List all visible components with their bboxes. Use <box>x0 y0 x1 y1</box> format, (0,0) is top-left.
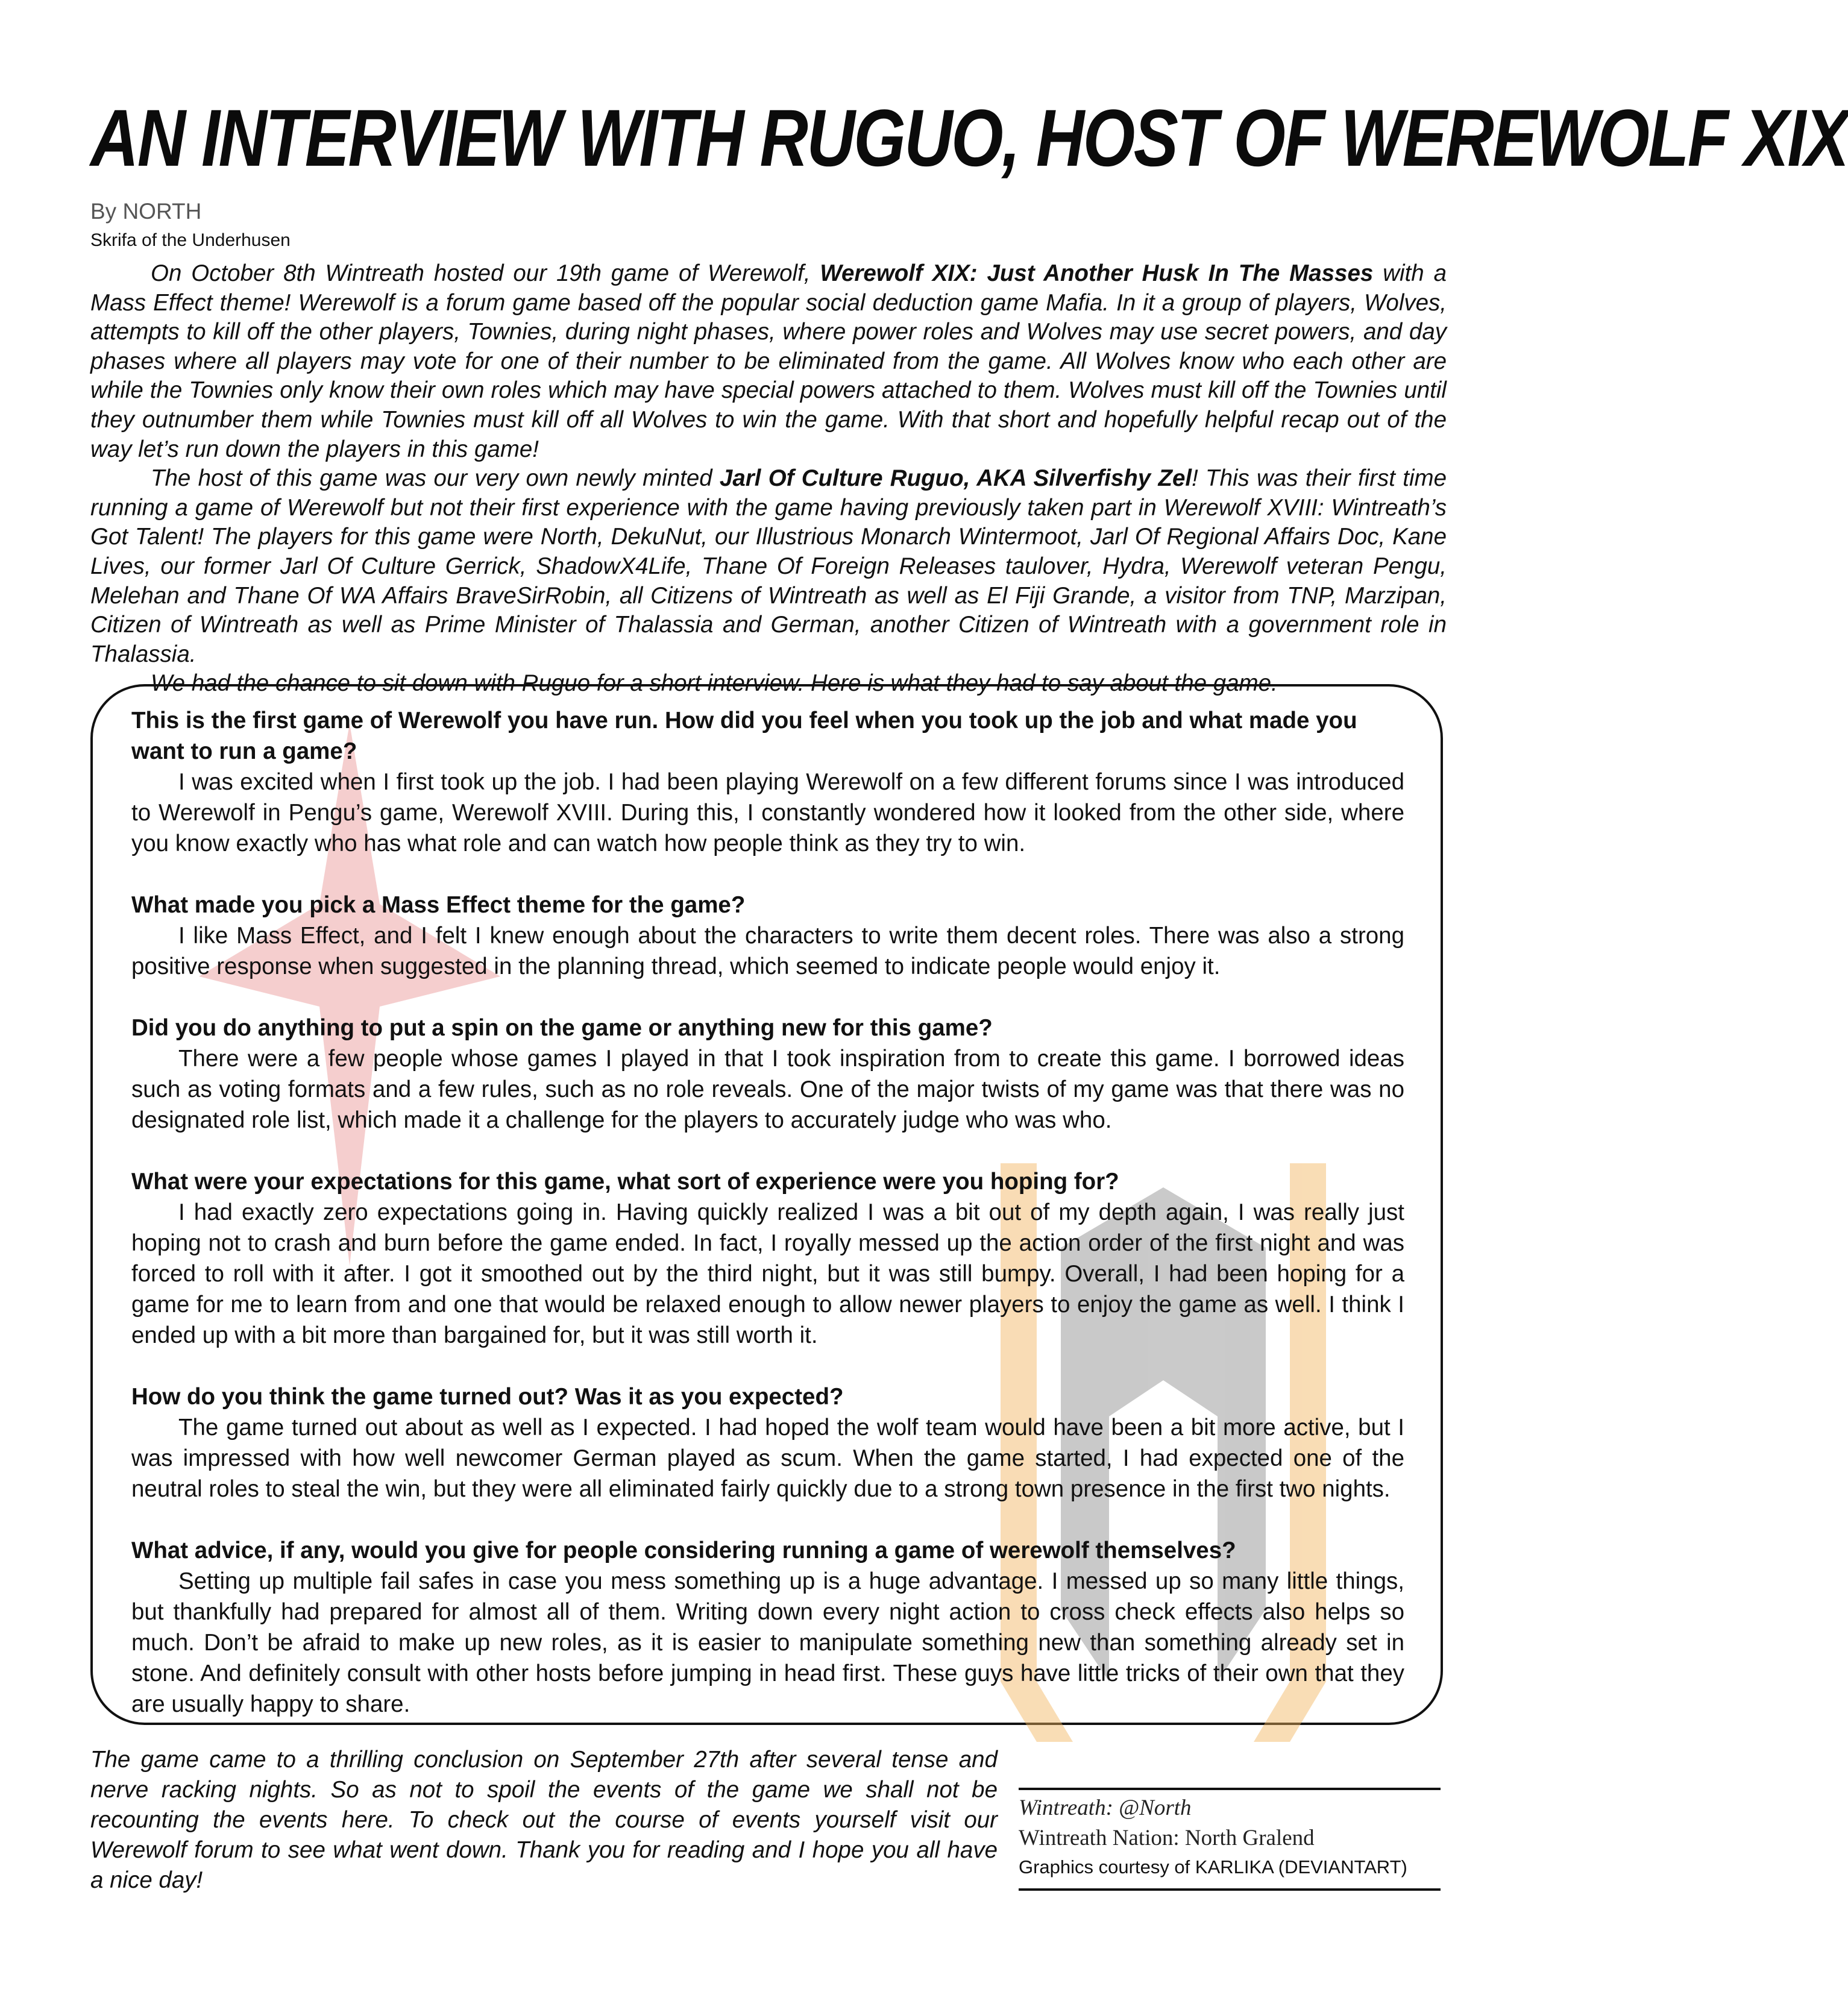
interview-question: This is the first game of Werewolf you have run. How did you feel when you took up the job and what made you want to run a game? <box>131 708 1357 764</box>
interview-answer: I had exactly zero expectations going in. Having quickly realized I was a bit out of my depth again, I was really just hoping not to crash and burn before the game ended. In fact, I royally messed up the action order of the first night and was forced to roll with it after. I got it smoothed out by the third night, but it was still bumpy. Overall, I had been hoping for a game for me to learn from and one that would be relaxed enough to allow newer players to enjoy the game as well. I think I ended up with a bit more than bargained for, but it was still worth it. <box>131 1199 1404 1348</box>
interview-question: Did you do anything to put a spin on the game or anything new for this game? <box>131 1015 993 1041</box>
intro-section <box>90 259 1447 699</box>
byline: By NORTH <box>90 199 202 224</box>
qa-item <box>131 1166 1404 1351</box>
interview-question: What were your expectations for this game, what sort of experience were you hoping for? <box>131 1169 1119 1195</box>
qa-item <box>131 890 1404 982</box>
interview-question: What made you pick a Mass Effect theme for the game? <box>131 892 746 918</box>
interview-answer: The game turned out about as well as I expected. I had hoped the wolf team would have been a bit more active, but I was impressed with how well newcomer German played as scum. When the game started, I had expected one of the neutral roles to steal the win, but they were all eliminated fairly quickly due to a strong town presence in the first two nights. <box>131 1415 1404 1502</box>
interview-answer: I like Mass Effect, and I felt I knew enough about the characters to write them decent roles. There was also a strong positive response when suggested in the planning thread, which seemed to indicate people would enjoy it. <box>131 923 1404 979</box>
interview-question: What advice, if any, would you give for people considering running a game of werewolf themselves? <box>131 1538 1236 1563</box>
intro-paragraph-2: The host of this game was our very own newly minted Jarl Of Culture Ruguo, AKA Silverfishy Zel! This was their first time running a game of Werewolf but not their first experience with the game having previously taken part in Werewolf XVIII: Wintreath’s Got Talent! The players for this game were North, DekuNut, our Illustrious Monarch Wintermoot, Jarl Of Regional Affairs Doc, Kane Lives, our former Jarl Of Culture Gerrick, ShadowX4Life, Thane Of Foreign Releases taulover, Hydra, Werewolf veteran Pengu, Melehan and Thane Of WA Affairs BraveSirRobin, all Citizens of Wintreath as well as El Fiji Grande, a visitor from TNP, Marzipan, Citizen of Wintreath as well as Prime Minister of Thalassia and German, another Citizen of Wintreath with a government role in Thalassia. <box>90 465 1447 667</box>
page-title: AN INTERVIEW WITH RUGUO, HOST OF WEREWOLF XIX <box>90 93 1848 183</box>
qa-item <box>131 1535 1404 1720</box>
interview-answer: Setting up multiple fail safes in case you mess something up is a huge advantage. I messed up so many little things, but thankfully had prepared for almost all of them. Writing down every night action to cross check effects also helps so much. Don’t be afraid to make up new roles, as it is easier to manipulate something new than something already set in stone. And definitely consult with other hosts before jumping in head first. These guys have little tricks of their own that they are usually happy to share. <box>131 1568 1404 1717</box>
host-name-bold: Jarl Of Culture Ruguo, AKA Silverfishy Zel <box>719 465 1192 492</box>
intro-paragraph-1: On October 8th Wintreath hosted our 19th game of Werewolf, Werewolf XIX: Just Another Husk In The Masses with a Mass Effect theme! Werewolf is a forum game based off the popular social deduction game Mafia. In it a group of players, Wolves, attempts to kill off the other players, Townies, during night phases, where power roles and Wolves may use secret powers, and day phases where all players may vote for one of their number to be eliminated from the game. All Wolves know who each other are while the Townies only know their own roles which may have special powers attached to them. Wolves must kill off the Townies until they outnumber them while Townies must kill off all Wolves to win the game. With that short and hopefully helpful recap out of the way let’s run down the players in this game! <box>90 260 1447 462</box>
qa-item <box>131 1381 1404 1504</box>
author-nation: Wintreath Nation: North Gralend <box>1019 1826 1315 1850</box>
footer-divider-bottom <box>1019 1888 1441 1891</box>
closing-paragraph: The game came to a thrilling conclusion on September 27th after several tense and nerve racking nights. So as not to spoil the events of the game we shall not be recounting the events here. To check out the course of events yourself visit our Werewolf forum to see what went down. Thank you for reading and I hope you all have a nice day! <box>90 1747 998 1893</box>
author-handle: Wintreath: @North <box>1019 1796 1192 1820</box>
graphics-credit: Graphics courtesy of KARLIKA (DEVIANTART) <box>1019 1856 1407 1877</box>
game-title-bold: Werewolf XIX: Just Another Husk In The Masses <box>820 260 1374 286</box>
interview-answer: There were a few people whose games I played in that I took inspiration from to create this game. I borrowed ideas such as voting formats and a few rules, such as no role reveals. One of the major twists of my game was that there was no designated role list, which made it a challenge for the players to accurately judge who was who. <box>131 1046 1404 1133</box>
interview-answer: I was excited when I first took up the job. I had been playing Werewolf on a few different forums since I was introduced to Werewolf in Pengu’s game, Werewolf XVIII. During this, I constantly wondered how it looked from the other side, where you know exactly who has what role and can watch how people think as they try to win. <box>131 769 1404 856</box>
qa-item <box>131 1013 1404 1136</box>
footer-divider-top <box>1019 1788 1441 1790</box>
author-role: Skrifa of the Underhusen <box>90 230 291 250</box>
interview-questions <box>131 705 1404 1750</box>
interview-question: How do you think the game turned out? Was it as you expected? <box>131 1384 844 1410</box>
intro-paragraph-3: We had the chance to sit down with Ruguo for a short interview. Here is what they had to say about the game. <box>151 670 1278 697</box>
qa-item <box>131 705 1404 859</box>
